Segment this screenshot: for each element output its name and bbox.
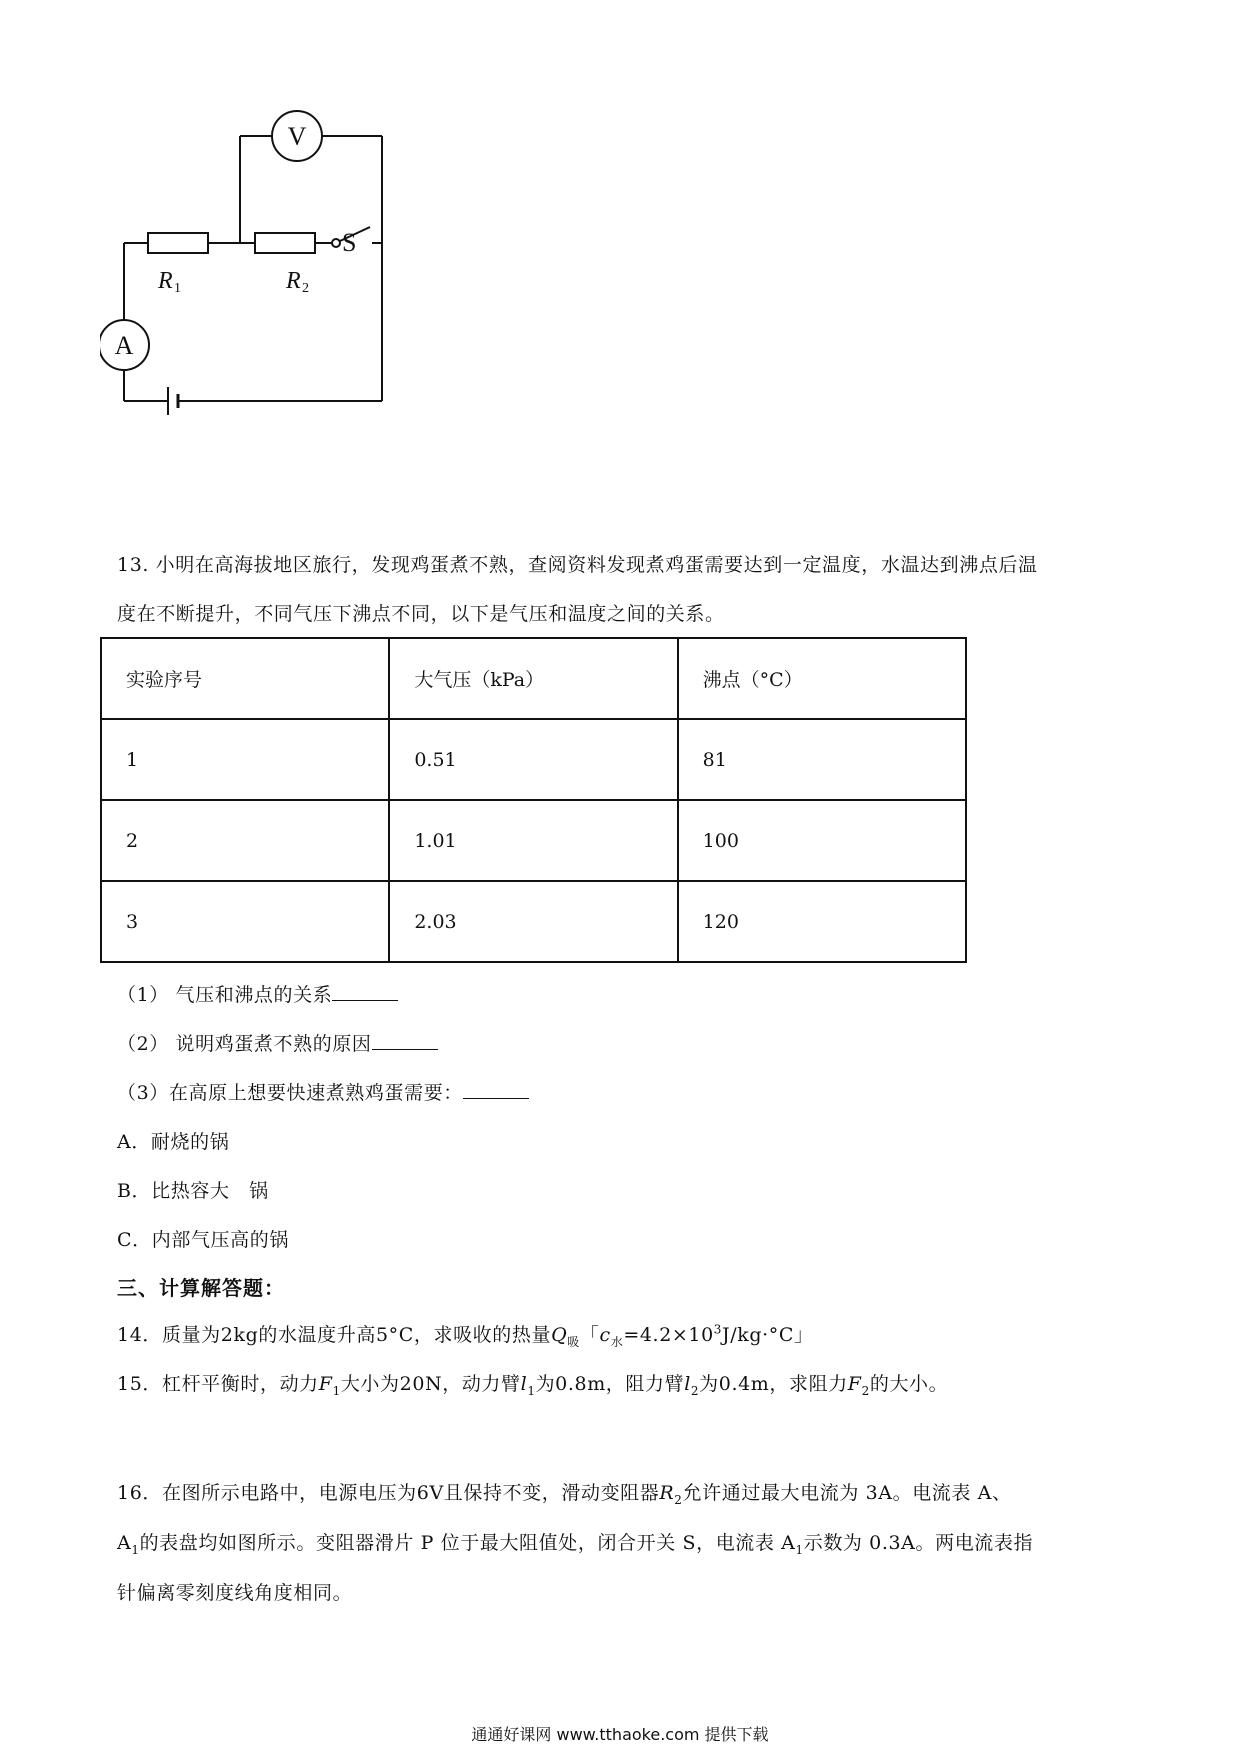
answer-blank xyxy=(332,982,398,1001)
q13-sub-1-text: （1） 气压和沸点的关系 xyxy=(117,984,333,1006)
switch-label: S xyxy=(342,228,357,257)
table-header-cell: 实验序号 xyxy=(101,638,389,719)
table-cell: 120 xyxy=(678,881,966,962)
q13-sub-1 xyxy=(117,980,398,1007)
q13-line-1: 13. 小明在高海拔地区旅行，发现鸡蛋煮不熟，查阅资料发现煮鸡蛋需要达到一定温度，水温达到沸点后温 xyxy=(117,554,1038,576)
q16-r2-symbol: R xyxy=(659,1482,675,1504)
answer-blank xyxy=(372,1031,438,1050)
q15-f1-symbol: F xyxy=(318,1373,333,1395)
q16-text: 16．在图所示电路中，电源电压为6V且保持不变，滑动变阻器 xyxy=(117,1482,660,1504)
q16-line-2 xyxy=(117,1528,1033,1557)
r2-label: R xyxy=(286,268,301,294)
q15-f1-subscript: 1 xyxy=(332,1383,341,1398)
q14-bracket: 「 xyxy=(579,1324,600,1346)
q13-sub-2-text: （2） 说明鸡蛋煮不熟的原因 xyxy=(117,1033,372,1055)
table-cell: 3 xyxy=(101,881,389,962)
r1-label: R xyxy=(158,268,173,294)
q13-sub-2 xyxy=(117,1029,438,1056)
table-header-row xyxy=(101,638,966,719)
table-header-cell: 沸点（°C） xyxy=(678,638,966,719)
q16-subscript: 1 xyxy=(795,1542,804,1557)
table-header-cell: 大气压（kPa） xyxy=(389,638,677,719)
q16-r2-subscript: 2 xyxy=(674,1492,683,1507)
table-cell: 1 xyxy=(101,719,389,800)
ammeter-label: A xyxy=(114,331,134,360)
q15-f2-subscript: 2 xyxy=(861,1383,870,1398)
q15-text: 的大小。 xyxy=(869,1373,949,1395)
q14-q-subscript: 吸 xyxy=(567,1334,580,1349)
q15-l2-symbol: l xyxy=(684,1373,691,1395)
answer-blank xyxy=(463,1080,529,1099)
pressure-boiling-table xyxy=(100,637,967,963)
q14-text: 14．质量为2kg的水温度升高5°C，求吸收的热量 xyxy=(117,1324,552,1346)
q16-text: 的表盘均如图所示。变阻器滑片 P 位于最大阻值处，闭合开关 S，电流表 A xyxy=(139,1532,796,1554)
q15-f2-symbol: F xyxy=(847,1373,862,1395)
q14-c-symbol: c xyxy=(599,1324,611,1346)
q15-l1-subscript: 1 xyxy=(527,1383,536,1398)
table-row xyxy=(101,800,966,881)
q15-text: 15．杠杆平衡时，动力 xyxy=(117,1373,319,1395)
table-cell: 2 xyxy=(101,800,389,881)
voltmeter-label: V xyxy=(287,122,307,151)
q15-l1-symbol: l xyxy=(520,1373,528,1395)
q16-line-3: 针偏离零刻度线角度相同。 xyxy=(117,1582,353,1604)
q13-line-2: 度在不断提升，不同气压下沸点不同，以下是气压和温度之间的关系。 xyxy=(117,603,725,625)
table-cell: 81 xyxy=(678,719,966,800)
table-cell: 100 xyxy=(678,800,966,881)
switch-contact xyxy=(332,239,340,247)
q13-sub-3-text: （3）在高原上想要快速煮熟鸡蛋需要： xyxy=(117,1082,463,1104)
q15-l2-subscript: 2 xyxy=(690,1383,700,1398)
r2-subscript: 2 xyxy=(302,281,309,296)
table-row xyxy=(101,881,966,962)
q15 xyxy=(117,1369,948,1398)
q14-c-exponent: 3 xyxy=(713,1322,723,1337)
q14-q-symbol: Q xyxy=(551,1324,568,1346)
page-footer: 通通好课网 www.tthaoke.com 提供下载 xyxy=(471,1725,769,1744)
r1-subscript: 1 xyxy=(174,281,181,296)
q16-subscript: 1 xyxy=(131,1542,140,1557)
q15-text: 大小为20N，动力臂 xyxy=(340,1373,521,1395)
q13-sub-3 xyxy=(117,1078,529,1105)
q14 xyxy=(117,1320,814,1350)
table-cell: 2.03 xyxy=(389,881,677,962)
q16-text: 允许通过最大电流为 3A。电流表 A、 xyxy=(682,1482,1012,1504)
r2-resistor xyxy=(255,233,315,253)
q13-option-a: A．耐烧的锅 xyxy=(117,1131,230,1153)
table-row xyxy=(101,719,966,800)
q16-line-1 xyxy=(117,1478,1012,1507)
q15-text: 为0.4m，求阻力 xyxy=(699,1373,848,1395)
r1-resistor xyxy=(148,233,208,253)
q16-text: 示数为 0.3A。两电流表指 xyxy=(803,1532,1034,1554)
q15-text: 为0.8m，阻力臂 xyxy=(535,1373,685,1395)
q14-c-subscript: 水 xyxy=(610,1334,624,1349)
table-cell: 0.51 xyxy=(389,719,677,800)
q16-text: A xyxy=(117,1532,132,1554)
q13-option-b: B．比热容大 锅 xyxy=(117,1180,269,1202)
table-cell: 1.01 xyxy=(389,800,677,881)
circuit-diagram xyxy=(100,110,440,460)
section-heading: 三、计算解答题： xyxy=(117,1276,285,1300)
q14-c-value: =4.2×10 xyxy=(623,1324,714,1346)
q13-option-c: C．内部气压高的锅 xyxy=(117,1229,289,1251)
q14-c-unit: J/kg·°C」 xyxy=(722,1324,814,1346)
